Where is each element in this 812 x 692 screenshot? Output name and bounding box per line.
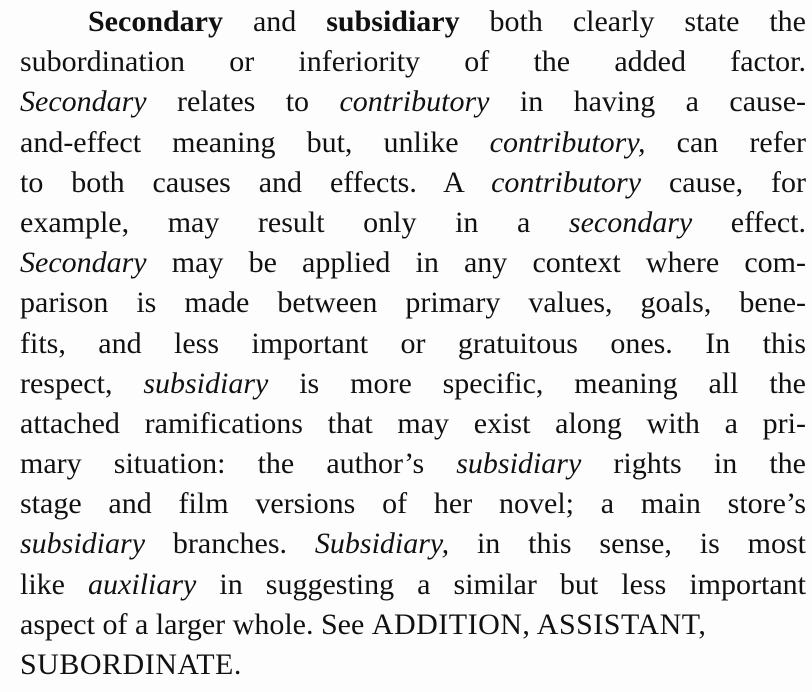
text-line: [20, 42, 806, 82]
text-run: mary situation: the author’s: [20, 447, 457, 481]
text-run: example, may result only in a: [20, 205, 569, 239]
text-line: [20, 324, 806, 364]
italic-term: contributory,: [489, 125, 646, 159]
text-line: [20, 2, 806, 42]
text-run: stage and film versions of her novel; a main store’s: [20, 487, 806, 521]
text-line: [20, 404, 806, 444]
text-run: can refer: [645, 125, 807, 159]
text-run: parison is made between primary values, goals, bene-: [20, 286, 806, 320]
text-run: aspect of a larger whole. See: [20, 607, 372, 641]
italic-term: contributory: [491, 165, 642, 199]
text-run: relates to: [146, 85, 340, 119]
italic-term: Secondary: [20, 85, 147, 119]
text-run: and: [223, 5, 327, 38]
text-line: [20, 444, 806, 484]
text-line: [20, 203, 806, 243]
text-run: branches.: [145, 527, 315, 561]
italic-term: subsidiary: [143, 366, 269, 400]
text-run: subordination or inferiority of the added factor.: [20, 45, 806, 79]
text-run: is more specific, meaning all the: [268, 366, 806, 400]
text-line: [20, 484, 806, 524]
text-line: [20, 163, 806, 203]
text-line: [20, 524, 806, 564]
bold-term: Secondary: [88, 5, 223, 38]
italic-term: Secondary: [20, 246, 147, 280]
text-run: in suggesting a similar but less important: [196, 567, 806, 601]
text-run: in this sense, is most: [449, 527, 806, 561]
text-run: respect,: [20, 366, 144, 400]
text-line: [20, 645, 806, 685]
cross-reference: ADDITION, ASSISTANT,: [371, 607, 707, 641]
italic-term: subsidiary: [456, 447, 582, 481]
text-run: attached ramifications that may exist along with a pri-: [20, 406, 806, 440]
text-run: in having a cause-: [489, 85, 806, 119]
text-line: [20, 82, 806, 122]
text-run: both clearly state the: [459, 5, 806, 38]
cross-reference: SUBORDINATE.: [20, 648, 242, 681]
text-run: cause, for: [641, 165, 807, 199]
italic-term: secondary: [568, 205, 693, 239]
italic-term: Subsidiary,: [314, 527, 450, 561]
text-run: fits, and less important or gratuitous ones. In this: [20, 326, 806, 360]
text-line: [20, 364, 806, 404]
text-run: effect.: [692, 205, 806, 239]
text-run: rights in the: [581, 447, 806, 481]
text-line: [20, 123, 806, 163]
text-line: [20, 283, 806, 323]
text-run: to both causes and effects. A: [20, 165, 492, 199]
bold-term: subsidiary: [326, 5, 460, 38]
text-run: like: [20, 567, 89, 601]
italic-term: contributory: [339, 85, 490, 119]
text-line: [20, 565, 806, 605]
italic-term: subsidiary: [20, 527, 146, 561]
text-run: and-effect meaning but, unlike: [20, 125, 490, 159]
text-line: [20, 605, 806, 645]
text-line: [20, 243, 806, 283]
body-paragraph: [20, 2, 806, 685]
italic-term: auxiliary: [88, 567, 197, 601]
text-run: may be applied in any context where com-: [146, 246, 806, 280]
